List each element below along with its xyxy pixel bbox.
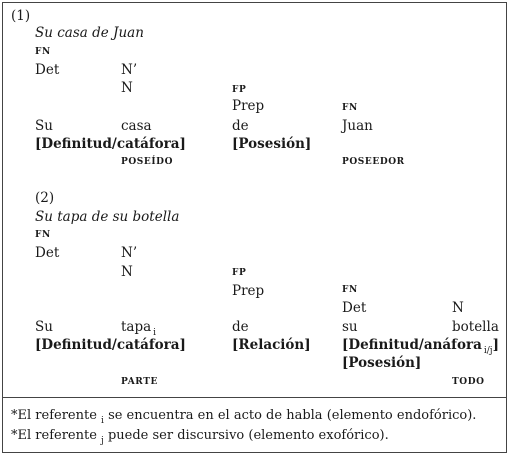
ex1-feature-de: [Posesión] (232, 136, 312, 152)
ex2-feature-posesion: [Posesión] (342, 355, 422, 371)
ex2-feature-su2 (342, 337, 499, 355)
ex1-fn-root: FN (35, 47, 51, 57)
ex2-word-botella: botella (452, 319, 499, 335)
ex1-det: Det (35, 62, 60, 78)
ex1-role-poseido: POSEÍDO (121, 157, 174, 167)
ex1-word-de: de (232, 118, 249, 134)
footnote-1-index: i (101, 416, 104, 426)
ex1-nbar: N’ (121, 62, 138, 78)
example-2-title: Su tapa de su botella (35, 209, 180, 225)
ex2-n: N (121, 264, 133, 280)
ex2-nbar: N’ (121, 245, 138, 261)
ex2-det-right: Det (342, 300, 367, 316)
ex2-n-right: N (452, 300, 464, 316)
ex2-feature-su: [Definitud/catáfora] (35, 337, 186, 353)
ex2-feature-su2-index: i/j (483, 346, 493, 356)
ex2-fp: FP (232, 268, 247, 278)
ex1-word-juan: Juan (342, 118, 373, 134)
ex2-role-parte: PARTE (121, 377, 158, 387)
ex2-feature-de: [Relación] (232, 337, 311, 353)
footnote-2-pre: *El referente (11, 428, 97, 443)
ex2-role-todo: TODO (452, 377, 485, 387)
ex1-feature-su: [Definitud/catáfora] (35, 136, 186, 152)
footnote-1-post: se encuentra en el acto de habla (elemento endofórico). (108, 408, 477, 423)
ex2-det: Det (35, 245, 60, 261)
footnote-2-post: puede ser discursivo (elemento exofórico). (107, 428, 389, 443)
ex2-feature-su2-text: [Definitud/anáfora (342, 337, 482, 353)
ex2-word-su: Su (35, 319, 53, 335)
ex1-role-poseedor: POSEEDOR (342, 157, 405, 167)
ex2-word-tapa-text: tapa (121, 319, 152, 335)
figure-frame (2, 2, 507, 453)
example-1-title: Su casa de Juan (35, 25, 144, 41)
ex2-word-de: de (232, 319, 249, 335)
footnote-2-index: j (101, 436, 104, 446)
ex2-fn-right: FN (342, 285, 358, 295)
footnote-2 (11, 428, 389, 445)
ex2-tapa-index: i (153, 328, 157, 338)
ex2-prep: Prep (232, 283, 265, 299)
ex2-fn-root: FN (35, 230, 51, 240)
footnote-1 (11, 408, 476, 425)
footnote-divider (3, 397, 506, 398)
footnote-1-pre: *El referente (11, 408, 97, 423)
ex1-n: N (121, 80, 133, 96)
example-1-number: (1) (11, 8, 31, 24)
ex1-fp: FP (232, 85, 247, 95)
ex1-prep: Prep (232, 98, 265, 114)
ex2-word-tapa (121, 319, 156, 337)
ex1-word-su: Su (35, 118, 53, 134)
ex1-word-casa: casa (121, 118, 152, 134)
ex2-word-su2: su (342, 319, 358, 335)
ex1-fn-right: FN (342, 103, 358, 113)
example-2-number: (2) (35, 190, 55, 206)
ex2-feature-su2-close: ] (492, 337, 499, 353)
